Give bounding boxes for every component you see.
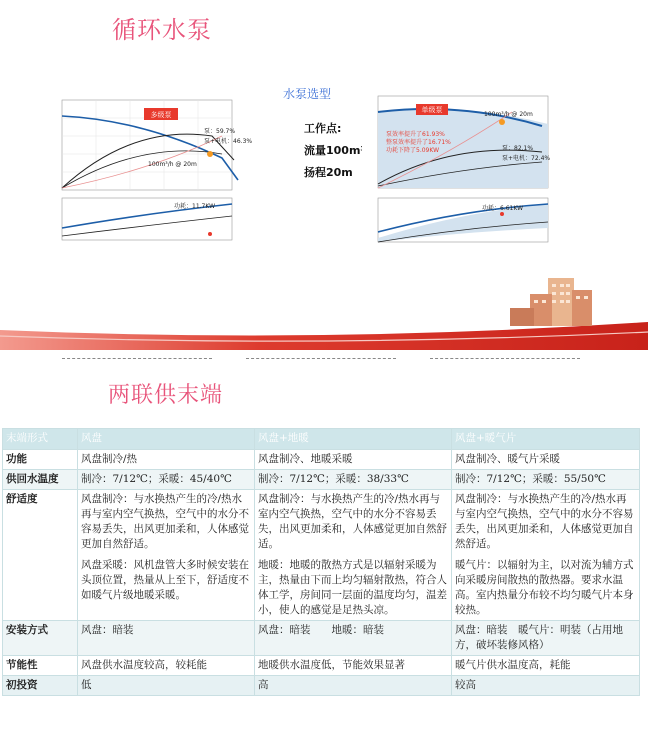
divider-1 [62,358,212,359]
table-cell: 风盘制冷、暖气片采暖 [452,450,640,470]
table-cell: 风盘：暗装 暖气片：明装（占用地方，破坏装修风格） [452,621,640,656]
work-point-label: 工作点: [304,122,342,135]
row-label: 功能 [3,450,78,470]
row-label: 节能性 [3,656,78,676]
chart-right-eff: 泵：82.1% [502,145,534,152]
building-icon [500,272,610,332]
cell-paragraph: 风盘制冷：与水换热产生的冷/热水再与室内空气换热，空气中的水分不容易丢失，出风更加柔和，人体感觉更加自然舒适。 [258,493,447,550]
chart-left-badge: 多级泵 [150,111,172,119]
slide-title-pump: 循环水泵 [112,16,212,44]
table-row [3,450,640,470]
table-row [3,621,640,656]
cell-paragraph: 风盘采暖：风机盘管大多时候安装在头顶位置，热量从上至下，舒适度不如暖气片级地暖采暖。 [81,559,249,601]
table-cell: 风盘制冷/热 [78,450,255,470]
pump-curve-chart-right [362,92,582,248]
row-label: 舒适度 [3,490,78,621]
table-cell: 风盘：暗装 [78,621,255,656]
divider-3 [430,358,580,359]
table-header-cell: 风盘+暖气片 [452,429,640,450]
chart-left-sys-eff: 泵+电机：46.3% [204,138,253,145]
chart-right-power: 功耗：6.61KW [482,205,524,212]
slide-pump [0,0,648,350]
chart-left-point: 100m³/h @ 20m [148,161,197,168]
work-point-head: 扬程20m [304,166,353,179]
table-cell [255,490,452,621]
table-cell: 暖气片供水温度高，耗能 [452,656,640,676]
chart-right-sys-eff: 泵+电机：72.4% [502,155,551,162]
chart-right-note2: 整泵效率提升了16.71% [386,139,451,146]
table-row [3,676,640,696]
table-header-cell: 风盘 [78,429,255,450]
table-header-row [3,429,640,450]
cell-paragraph: 地暖：地暖的散热方式是以辐射采暖为主，热量由下而上均匀辐射散热，符合人体工学，房间同一层面的温度均匀，温差小，使人的感觉是足热头凉。 [258,559,447,616]
table-header-cell: 末端形式 [3,429,78,450]
divider-2 [246,358,396,359]
slide-title-terminal: 两联供末端 [108,383,224,408]
table-cell [452,490,640,621]
row-label: 安装方式 [3,621,78,656]
chart-left-eff: 泵：59.7% [204,128,236,135]
chart-right-note3: 功耗下降了5.09KW [386,147,440,154]
chart-left-power: 功耗：11.7KW [174,203,216,210]
table-cell: 高 [255,676,452,696]
table-cell: 制冷：7/12℃；采暖：55/50℃ [452,470,640,490]
table-cell: 风盘供水温度较高，较耗能 [78,656,255,676]
table-cell: 较高 [452,676,640,696]
table-cell [78,490,255,621]
table-cell: 地暖供水温度低，节能效果显著 [255,656,452,676]
terminal-comparison-table [2,428,640,696]
row-label: 初投资 [3,676,78,696]
table-header-cell: 风盘+地暖 [255,429,452,450]
pump-selection-title: 水泵选型 [283,87,332,101]
work-point-flow: 流量100m³/h [304,144,378,157]
chart-right-badge: 单级泵 [421,106,443,114]
table-cell: 制冷：7/12℃；采暖：38/33℃ [255,470,452,490]
cell-paragraph: 风盘制冷：与水换热产生的冷/热水再与室内空气换热，空气中的水分不容易丢失，出风更加柔和，人体感觉更加自然舒适。 [455,493,634,550]
cell-paragraph: 暖气片：以辐射为主，以对流为辅方式向采暖房间散热的散热器。要求水温高。室内热量分布较不均匀暖气片本身较热。 [455,559,634,616]
table-cell: 风盘：暗装 地暖：暗装 [255,621,452,656]
pump-curve-chart-left [52,96,258,246]
chart-right-note1: 泵效率提升了61.93% [386,131,445,138]
table-cell: 低 [78,676,255,696]
table-row [3,490,640,621]
table-cell: 制冷：7/12℃；采暖：45/40℃ [78,470,255,490]
row-label: 供回水温度 [3,470,78,490]
cell-paragraph: 风盘制冷：与水换热产生的冷/热水再与室内空气换热，空气中的水分不容易丢失，出风更加柔和，人体感觉更加自然舒适。 [81,493,249,550]
table-row [3,470,640,490]
chart-right-point: 100m³/h @ 20m [484,111,533,118]
table-row [3,656,640,676]
table-cell: 风盘制冷、地暖采暖 [255,450,452,470]
